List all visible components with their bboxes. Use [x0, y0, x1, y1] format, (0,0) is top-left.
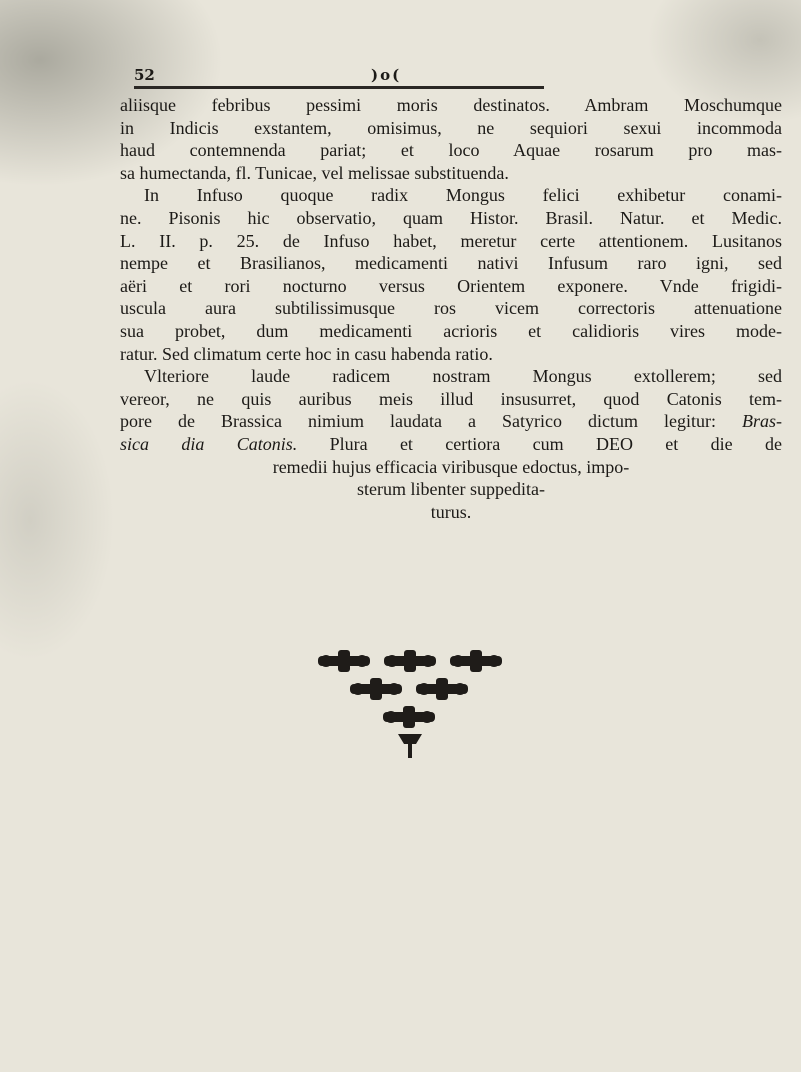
main-text: [120, 94, 782, 523]
text-line: turus.: [430, 501, 472, 522]
text-line: in Indicis exstantem, omisimus, ne sequiori sexui incommoda: [120, 117, 782, 138]
running-header: [134, 62, 544, 88]
text-line: uscula aura subtilissimusque ros vicem correctoris attenuatione: [120, 298, 782, 319]
text-line: nempe et Brasilianos, medicamenti nativi Infusum raro igni, sed: [120, 253, 782, 274]
text-line: aliisque febribus pessimi moris destinatos. Ambram Moschumque: [120, 95, 782, 115]
text-segment: Plura et certiora cum DEO et die de: [297, 433, 782, 454]
italic-word: sica: [120, 433, 149, 454]
page-number: 52: [134, 66, 155, 84]
text-line: sa humectanda, fl. Tunicae, vel melissae substituenda.: [120, 162, 509, 183]
tailpiece-ornament: [0, 648, 801, 778]
text-line: sua probet, dum medicamenti acrioris et calidioris vires mode-: [120, 320, 782, 341]
text-line: In Infuso quoque radix Mongus felici exhibetur conami-: [144, 185, 782, 206]
text-line: haud contemnenda pariat; et loco Aquae rosarum pro mas-: [120, 140, 782, 161]
italic-word: Bras-: [742, 411, 782, 432]
text-line: ratur. Sed climatum certe hoc in casu habenda ratio.: [120, 343, 493, 364]
text-line: ne. Pisonis hic observatio, quam Histor. Brasil. Natur. et Medic.: [120, 207, 782, 228]
text-line: Vlteriore laude radicem nostram Mongus extollerem; sed: [144, 366, 782, 387]
text-line: L. II. p. 25. de Infuso habet, meretur certe attentionem. Lusitanos: [120, 230, 782, 251]
italic-word: dia Catonis.: [181, 433, 298, 454]
text-line: remedii hujus efficacia viribusque edoctus, impo-: [272, 456, 630, 477]
header-rule: [134, 86, 544, 89]
text-segment: pore de Brassica nimium laudata a Satyrico dictum legitur:: [120, 411, 716, 432]
text-line: vereor, ne quis auribus meis illud insusurret, quod Catonis tem-: [120, 388, 782, 409]
text-line: aëri et rori nocturno versus Orientem exponere. Vnde frigidi-: [120, 275, 782, 296]
text-line: sterum libenter suppedita-: [357, 479, 545, 500]
fleuron-icon: [0, 648, 801, 778]
running-head-ornament: )o(: [371, 66, 402, 84]
text-line: [120, 433, 782, 456]
text-line: [120, 410, 782, 433]
